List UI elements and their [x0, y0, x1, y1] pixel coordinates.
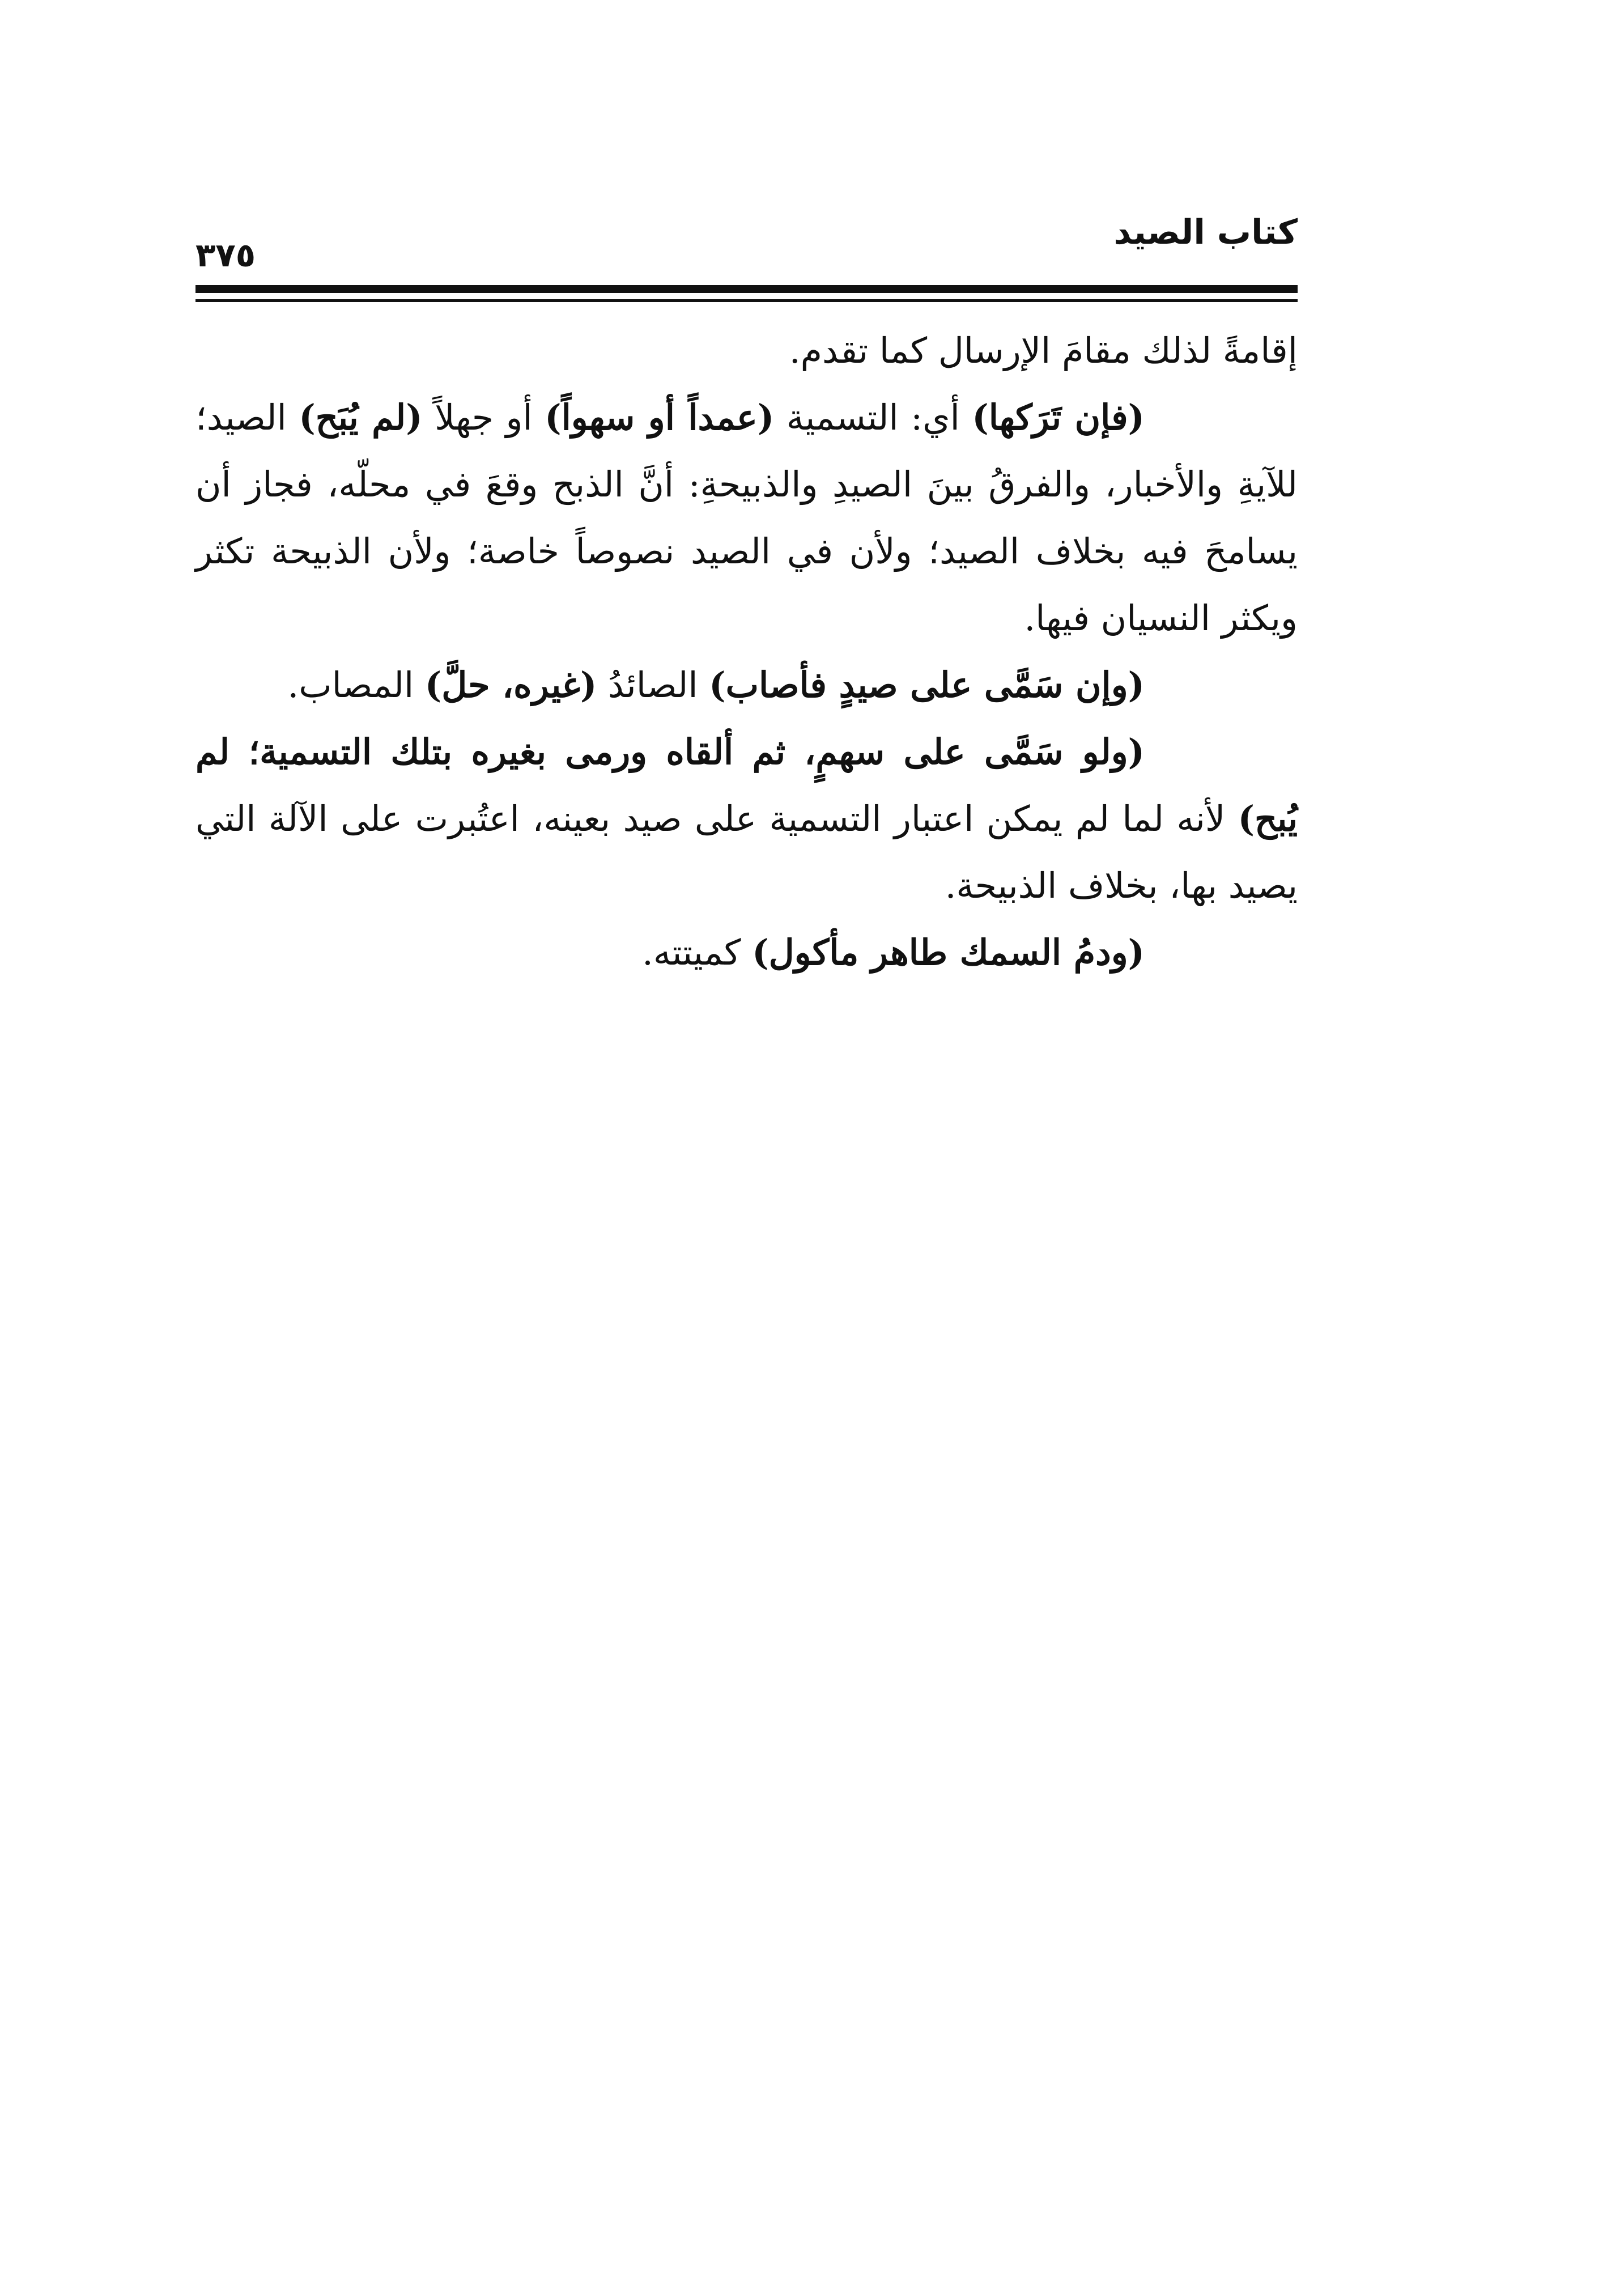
sharh-text: كميتته.: [642, 932, 753, 973]
sharh-text: لأنه لما لم يمكن اعتبار التسمية على صيد بعينه، اعتُبرت على الآلة التي يصيد بها، بخلاف الذبيحة.: [195, 798, 1298, 906]
sharh-text: المصاب.: [287, 664, 425, 706]
matn-phrase: (غيره، حلَّ): [424, 664, 597, 706]
matn-phrase: (لم يُبَح): [299, 397, 423, 438]
paragraph-5: [195, 919, 1298, 986]
paragraph-1: [195, 317, 1298, 384]
matn-phrase: (ودمُ السمك طاهر مأكول): [752, 932, 1145, 973]
matn-phrase: (عمداً أو سهواً): [545, 397, 775, 438]
paragraph-2: [195, 384, 1298, 652]
body-text: [195, 317, 1298, 986]
sharh-text: الصائدُ: [597, 664, 709, 706]
matn-phrase: (ولو سَمَّى على سهمٍ، ثم ألقاه ورمى بغيره بتلك التسمية؛ لم يُبح): [195, 731, 1298, 839]
paragraph-1-text: إقامةً لذلك مقامَ الإرسال كما تقدم.: [789, 330, 1298, 371]
sharh-text: الصيد؛ للآيةِ والأخبار، والفرقُ بينَ الصيدِ والذبيحةِ: أنَّ الذبح وقعَ في محلّه، فجاز أن يسامحَ فيه بخلاف الصيد؛ ولأن في الصيد نصوصاً خاصة؛ ولأن الذبيحة تكثر ويكثر النسيان فيها.: [195, 397, 1298, 639]
paragraph-3: [195, 652, 1298, 719]
matn-phrase: (فإن تَرَكها): [972, 397, 1145, 438]
page-number: ٣٧٥: [195, 236, 256, 274]
matn-phrase: (وإن سَمَّى على صيدٍ فأصاب): [709, 664, 1145, 706]
chapter-title: كتاب الصيد: [1113, 213, 1298, 252]
header-rule-thick: [195, 285, 1298, 293]
paragraph-4: [195, 719, 1298, 919]
header-rule-thin: [195, 299, 1298, 302]
running-header: [195, 210, 1298, 278]
sharh-text: أو جهلاً: [422, 397, 545, 438]
sharh-text: أي: التسمية: [774, 397, 972, 438]
